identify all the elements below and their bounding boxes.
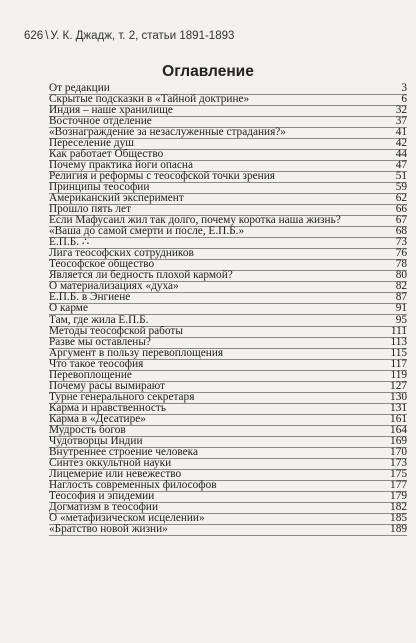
toc-entry-page: 41 xyxy=(395,125,407,138)
toc-entry-title: О «метафизическом исцелении» xyxy=(49,513,205,525)
toc-entry-title: Лицемерие или невежество xyxy=(49,469,182,481)
toc-entry-page: 6 xyxy=(401,92,407,105)
toc-entry-page: 59 xyxy=(395,180,407,193)
toc-entry-page: 47 xyxy=(395,158,407,171)
toc-entry-page: 73 xyxy=(395,236,407,249)
toc-entry-page: 170 xyxy=(390,446,407,459)
toc-entry-page: 173 xyxy=(390,457,407,470)
toc-entry-page: 95 xyxy=(395,313,407,326)
toc-entry-title: Почему расы вымирают xyxy=(49,380,165,392)
toc-entry-title: Переселение душ xyxy=(49,137,134,149)
toc-list xyxy=(49,81,407,537)
toc-entry-title: Синтез оккультной науки xyxy=(49,458,172,470)
running-header xyxy=(24,30,234,42)
toc-entry-title: Догматизм в теософии xyxy=(49,502,159,514)
toc-entry-title: Е.П.Б. в Энгиене xyxy=(49,292,131,304)
toc-entry-page: 117 xyxy=(390,357,407,370)
toc-entry-title: О материализациях «духа» xyxy=(49,281,179,293)
toc-entry-title: «Вознаграждение за незаслуженные страдания?» xyxy=(49,126,286,138)
toc-entry-page: 68 xyxy=(395,225,407,238)
toc-entry-page: 131 xyxy=(390,401,407,414)
toc-entry-title: «Братство новой жизни» xyxy=(49,524,168,536)
toc-entry-title: Мудрость богов xyxy=(49,425,126,436)
toc-entry-page: 111 xyxy=(390,324,407,337)
toc-entry-title: Там, где жила Е.П.Б. xyxy=(49,314,149,326)
toc-entry-page: 119 xyxy=(390,368,407,381)
toc-entry-page: 32 xyxy=(395,103,407,116)
toc-entry-page: 185 xyxy=(390,512,407,525)
toc-entry xyxy=(49,525,407,536)
toc-entry-page: 87 xyxy=(395,291,407,304)
toc-entry-page: 42 xyxy=(395,136,407,149)
toc-entry-title: Принципы теософии xyxy=(49,181,150,193)
toc-entry-title: Теософское общество xyxy=(49,259,155,271)
toc-entry-title: Турне генерального секретаря xyxy=(49,391,195,403)
toc-entry-title: Является ли бедность плохой кармой? xyxy=(49,270,233,282)
toc-entry-title: Карма в «Десатире» xyxy=(49,413,146,425)
toc-entry-title: Лига теософских сотрудников xyxy=(49,248,194,260)
toc-entry-page: 44 xyxy=(395,147,407,160)
toc-entry-page: 82 xyxy=(395,280,407,293)
toc-entry-title: Перевоплощение xyxy=(49,369,132,381)
toc-entry-title: Чудотворцы Индии xyxy=(49,436,143,448)
header-separator: \ xyxy=(45,30,49,42)
toc-entry-page: 76 xyxy=(395,247,407,260)
toc-entry-title: Наглость современных философов xyxy=(49,480,217,492)
toc-entry-title: Если Мафусаил жил так долго, почему коротка наша жизнь? xyxy=(49,215,341,227)
toc-entry-title: Как работает Общество xyxy=(49,148,164,160)
toc-entry-page: 67 xyxy=(395,214,407,227)
toc-entry-title: Почему практика йоги опасна xyxy=(49,159,193,171)
toc-entry-page: 177 xyxy=(390,479,407,492)
toc-entry-title: Американский эксперимент xyxy=(49,193,184,205)
toc-entry-page: 175 xyxy=(390,468,407,481)
toc-title: Оглавление xyxy=(162,63,254,80)
toc-entry-title: Индия – наше хранилище xyxy=(49,104,173,116)
toc-entry-page: 51 xyxy=(395,169,407,182)
toc-entry-page: 37 xyxy=(395,114,407,127)
toc-entry-title: Карма и нравственность xyxy=(49,402,166,414)
toc-entry-title: Прошло пять лет xyxy=(49,204,132,216)
toc-entry-title: Аргумент в пользу перевоплощения xyxy=(49,347,224,359)
toc-entry-title: Что такое теософия xyxy=(49,358,144,370)
toc-entry-page: 127 xyxy=(390,379,407,392)
toc-entry-title: Теософия и эпидемии xyxy=(49,491,155,503)
toc-entry-title: Е.П.Б. ∴ xyxy=(49,237,90,249)
toc-entry-page: 169 xyxy=(390,435,407,448)
toc-entry-page: 130 xyxy=(390,390,407,403)
toc-entry-page: 179 xyxy=(390,490,407,503)
toc-entry-title: Восточное отделение xyxy=(49,115,152,127)
toc-entry-title: «Ваша до самой смерти и после, Е.П.Б.» xyxy=(49,226,245,238)
toc-entry-page: 62 xyxy=(395,192,407,205)
toc-entry-title: Разве мы оставлены? xyxy=(49,336,151,348)
header-page-number: 626 xyxy=(24,30,44,42)
toc-entry-title: Внутреннее строение человека xyxy=(49,447,198,459)
toc-entry-page: 3 xyxy=(401,81,407,94)
toc-entry-title: Религия и реформы с теософской точки зрения xyxy=(49,170,275,182)
toc-entry-title: Скрытые подсказки в «Тайной доктрине» xyxy=(49,93,250,105)
toc-entry-page: 91 xyxy=(395,302,407,315)
toc-entry-page: 113 xyxy=(390,335,407,348)
header-book-title: У. К. Джадж, т. 2, статьи 1891-1893 xyxy=(50,30,235,42)
toc-entry-page: 161 xyxy=(390,412,407,425)
toc-entry-page: 115 xyxy=(390,346,407,359)
toc-entry-title: Методы теософской работы xyxy=(49,325,183,337)
toc-entry-title: О карме xyxy=(49,303,88,315)
toc-entry-page: 78 xyxy=(395,258,407,271)
toc-entry-page: 66 xyxy=(395,203,407,216)
toc-entry-page: 189 xyxy=(390,523,407,536)
toc-entry-page: 182 xyxy=(390,501,407,514)
toc-entry-page: 164 xyxy=(390,424,407,436)
toc-entry-title: От редакции xyxy=(49,82,110,94)
toc-entry-page: 80 xyxy=(395,269,407,282)
